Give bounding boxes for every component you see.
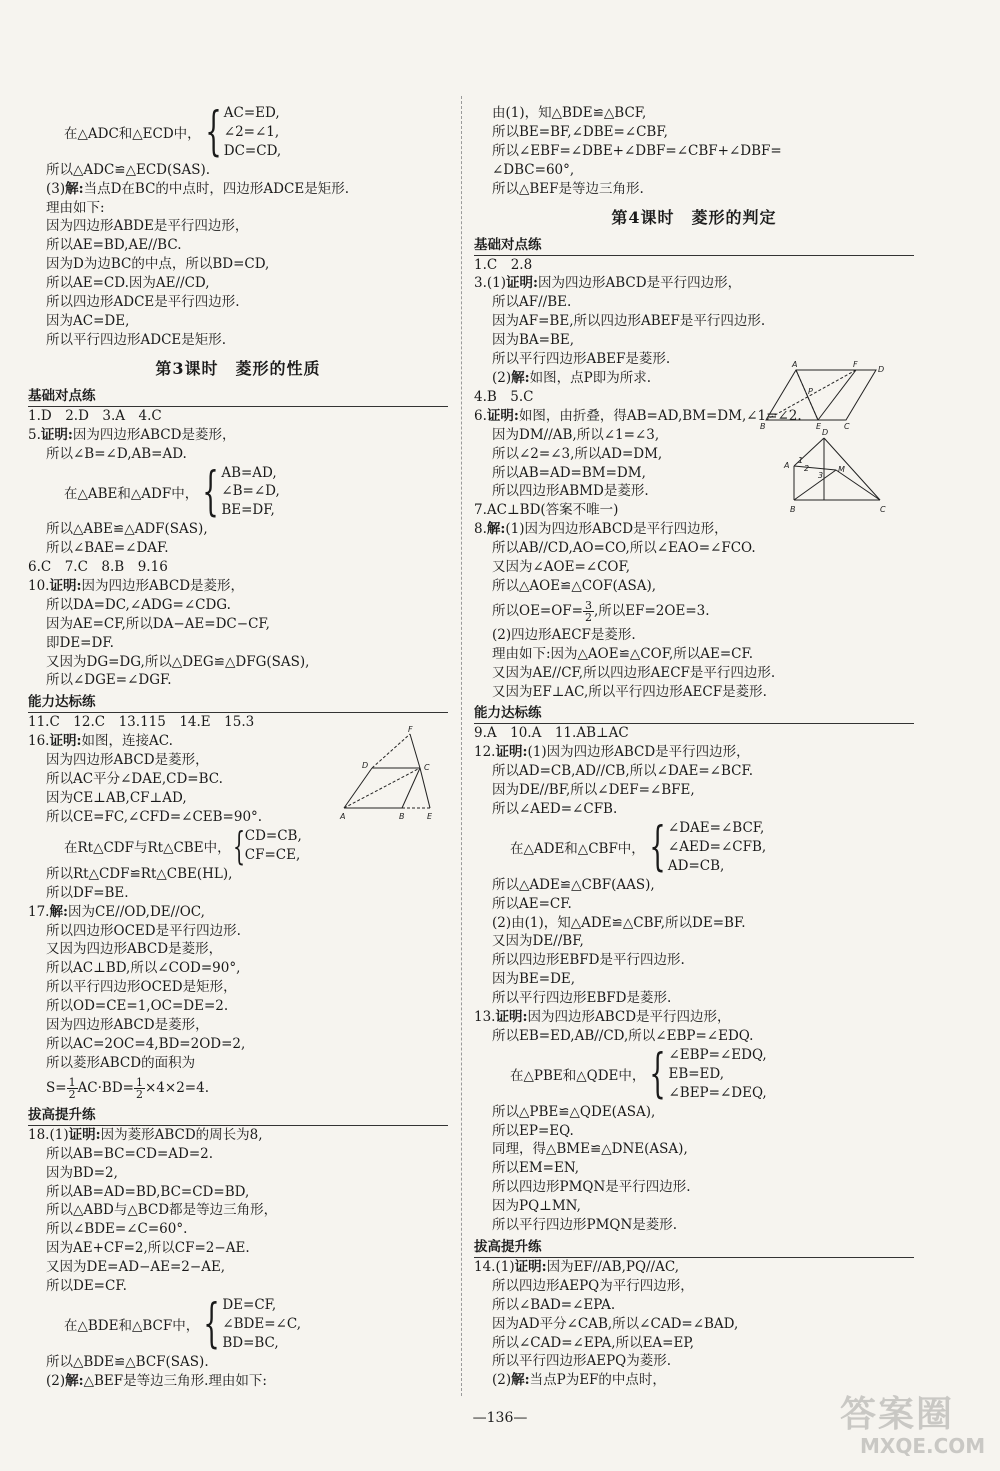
fraction-numerator: 1	[136, 1075, 143, 1089]
fraction-denominator: 2	[68, 1087, 76, 1101]
text-line: 因为BD=2,	[46, 1164, 118, 1181]
text-line: 所以△PBE≌△QDE(ASA),	[492, 1103, 656, 1120]
text-line: 所以AE=CD.因为AE//CD,	[46, 275, 210, 292]
text-line: 因为DM//AB,所以∠1=∠3,	[492, 426, 660, 443]
text-line: 所以∠EBF=∠DBE+∠DBF=∠CBF+∠DBF=	[492, 142, 782, 159]
text-line: 所以四边形PMQN是平行四边形.	[492, 1179, 691, 1196]
formula-part: ,所以EF=2OE=3.	[593, 602, 710, 619]
text-line: 所以AD=CB,AD//CB,所以∠DAE=∠BCF.	[492, 763, 754, 780]
text-line: 所以∠DGE=∠DGF.	[46, 672, 172, 689]
text-line: 14.(1)证明:因为EF//AB,PQ//AC,	[474, 1258, 679, 1275]
text-line: 又因为AE//CF,所以四边形AECF是平行四边形.	[492, 664, 776, 681]
equation-row: ∠EBP=∠EDQ,	[668, 1046, 767, 1063]
section-label: 能力达标练	[474, 704, 914, 724]
equation-row: BE=DF,	[221, 502, 275, 519]
text-line: 所以AB=AD=BM=DM,	[492, 464, 646, 481]
equation-row: CF=CE,	[244, 846, 301, 863]
text-line: 因为DE//BF,所以∠DEF=∠BFE,	[492, 782, 695, 799]
text-line: 4.B 5.C	[474, 388, 534, 405]
text-line: 所以AF//BE.	[492, 294, 572, 311]
text-line: 所以AE=CF.	[492, 895, 572, 912]
text-line: 所以∠AED=∠CFB.	[492, 801, 618, 818]
text-line: 9.A 10.A 11.AB⊥AC	[474, 725, 629, 742]
fraction-denominator: 2	[136, 1087, 143, 1101]
text-line: 因为AF=BE,所以四边形ABEF是平行四边形.	[492, 313, 766, 330]
figure-16	[340, 725, 450, 824]
text-line: 6.C 7.C 8.B 9.16	[28, 559, 168, 576]
text-line: 又因为∠AOE=∠COF,	[492, 559, 631, 576]
text-line: 所以∠2=∠3,所以AD=DM,	[492, 445, 663, 462]
equation-rows	[668, 1046, 766, 1103]
equation-rows	[245, 827, 302, 865]
text-line: 所以CE=FC,∠CFD=∠CEB=90°.	[46, 808, 263, 825]
column-divider	[461, 96, 462, 1396]
fraction-numerator: 1	[68, 1075, 76, 1089]
text-line: 所以DA=DC,∠ADG=∠CDG.	[46, 596, 231, 613]
text-line: 因为PQ⊥MN,	[492, 1198, 581, 1215]
equation-row: ∠BEP=∠DEQ,	[668, 1084, 767, 1101]
text-line: 所以平行四边形EBFD是菱形.	[492, 990, 672, 1007]
equation-row: AB=AD,	[221, 464, 277, 481]
text-line: 7.AC⊥BD(答案不唯一)	[474, 502, 619, 519]
fraction-numerator: 3	[584, 598, 592, 612]
equation-row: DE=CF,	[222, 1296, 277, 1313]
fig6-label: B	[790, 505, 796, 514]
text-line: 所以EP=EQ.	[492, 1122, 574, 1139]
text-line: 又因为DE=AD−AE=2−AE,	[46, 1259, 226, 1276]
text-line: 所以AE=BD,AE//BC.	[46, 237, 182, 254]
text-line: 11.C 12.C 13.115 14.E 15.3	[28, 714, 255, 731]
text-line: 所以∠BDE=∠C=60°.	[46, 1221, 188, 1238]
fig6-label: D	[822, 428, 829, 437]
text-line: 所以EB=ED,AB//CD,所以∠EBP=∠EDQ.	[492, 1027, 754, 1044]
fraction	[583, 600, 594, 623]
fig16-label: B	[399, 812, 405, 821]
text-line: 所以四边形ABMD是菱形.	[492, 483, 649, 500]
text-line: 所以△ABE≌△ADF(SAS),	[46, 521, 208, 538]
right-column	[474, 104, 914, 1390]
fig6-label: C	[880, 505, 886, 514]
text-line: 所以四边形OCED是平行四边形.	[46, 922, 241, 939]
text-line: 1.C 2.8	[474, 256, 533, 273]
text-line: 所以Rt△CDF≌Rt△CBE(HL),	[46, 865, 233, 882]
fig3-label: A	[792, 360, 798, 369]
watermark	[840, 1395, 990, 1467]
text-line: 由(1)，知△BDE≌△BCF,	[492, 105, 647, 121]
equation-lead: 在△ADE和△CBF中，	[510, 841, 645, 858]
page-number: —136—	[472, 1410, 528, 1426]
fig16-label: C	[424, 763, 430, 772]
fraction	[67, 1077, 78, 1100]
equation-row: BD=BC,	[222, 1334, 279, 1351]
text-line: 所以△ADE≌△CBF(AAS),	[492, 876, 655, 893]
equation-system	[474, 1046, 914, 1103]
text-line: 又因为DG=DG,所以△DEG≌△DFG(SAS),	[46, 653, 310, 670]
text-line: 理由如下:因为△AOE≌△COF,所以AE=CF.	[492, 645, 754, 662]
text-line: 所以平行四边形PMQN是菱形.	[492, 1217, 678, 1234]
text-line: 5.证明:因为四边形ABCD是菱形，	[28, 426, 236, 443]
text-line: 所以平行四边形OCED是矩形，	[46, 979, 237, 996]
lesson-heading: 第4课时 菱形的判定	[611, 207, 777, 227]
text-line: (2)解:当点P为EF的中点时，	[492, 1372, 666, 1389]
text-line: 16.证明:如图，连接AC.	[28, 733, 173, 750]
fig6-label: 2	[804, 464, 810, 473]
text-line: 所以AB=BC=CD=AD=2.	[46, 1145, 214, 1162]
equation-rows	[224, 104, 281, 161]
text-line: 所以△ADC≌△ECD(SAS).	[46, 161, 211, 178]
text-line: 又因为DE//BF,	[492, 933, 584, 950]
fig6-label: 3	[818, 471, 824, 480]
equation-row: DC=CD,	[223, 142, 282, 159]
text-line: 所以DF=BE.	[46, 884, 129, 901]
text-line: 又因为四边形ABCD是菱形，	[46, 941, 223, 958]
fig6-label: A	[784, 461, 790, 470]
text-line: 10.证明:因为四边形ABCD是菱形，	[28, 577, 245, 594]
section-label: 拔高提升练	[28, 1106, 448, 1126]
text-line: 所以AC平分∠DAE,CD=BC.	[46, 771, 223, 788]
text-line: 12.证明:(1)因为四边形ABCD是平行四边形，	[474, 744, 750, 761]
text-line: 因为AE+CF=2,所以CF=2−AE.	[46, 1240, 250, 1257]
fig6-label: M	[838, 465, 845, 474]
text-line: (2)四边形AECF是菱形.	[492, 626, 636, 643]
text-line: 所以菱形ABCD的面积为	[46, 1054, 196, 1071]
text-line: 因为BE=DE,	[492, 971, 576, 988]
text-line: 所以EM=EN,	[492, 1160, 580, 1177]
text-line: 因为CE⊥AB,CF⊥AD,	[46, 790, 187, 806]
text-line: 因为AC=DE,	[46, 312, 130, 329]
equation-lead: 在△ABE和△ADF中，	[64, 485, 199, 502]
figure-6	[780, 430, 890, 524]
fig3-label: F	[853, 360, 858, 369]
equation-row: ∠2=∠1,	[223, 123, 280, 140]
text-line: (2)由(1)，知△ADE≌△CBF,所以DE=BF.	[492, 914, 746, 931]
text-line: 又因为EF⊥AC,所以平行四边形AECF是菱形.	[492, 683, 767, 700]
section-label: 基础对点练	[474, 236, 914, 256]
section-label: 拔高提升练	[474, 1238, 914, 1258]
equation-lead: 在△PBE和△QDE中，	[510, 1068, 646, 1085]
watermark-url: MXQE.COM	[860, 1434, 986, 1458]
fig16-label: F	[408, 725, 413, 734]
fig3-label: C	[844, 422, 850, 431]
brace-symbol: {	[203, 1294, 221, 1355]
fig3-label: E	[816, 422, 822, 431]
text-line: 所以四边形ADCE是平行四边形.	[46, 294, 240, 311]
text-line: 所以四边形AEPQ为平行四边形，	[492, 1277, 694, 1294]
brace-symbol: {	[649, 817, 666, 878]
text-line: 所以AC=2OC=4,BD=2OD=2,	[46, 1035, 246, 1052]
equation-system	[28, 461, 448, 522]
text-line: 因为四边形ABCD是菱形，	[46, 752, 209, 769]
text-line: 所以平行四边形ADCE是矩形.	[46, 331, 227, 348]
text-line: 所以平行四边形AEPQ为菱形.	[492, 1353, 672, 1370]
formula-part: 所以OE=OF=	[492, 602, 583, 619]
text-line: 6.证明:如图，由折叠，得AB=AD,BM=DM,∠1=∠2.	[474, 407, 802, 424]
text-line: ∠DBC=60°,	[492, 161, 575, 178]
section-label: 基础对点练	[28, 387, 448, 407]
text-line: 同理，得△BME≌△DNE(ASA),	[492, 1141, 688, 1158]
text-line: 所以四边形EBFD是平行四边形.	[492, 952, 685, 969]
equation-row: AD=CB,	[667, 857, 725, 874]
fig16-label: D	[362, 761, 369, 770]
fig16-label: A	[340, 812, 346, 821]
equation-row: ∠DAE=∠BCF,	[667, 820, 765, 836]
text-line: 所以∠CAD=∠EPA,所以EA=EP,	[492, 1334, 694, 1351]
brace-symbol: {	[202, 461, 220, 522]
text-line: 所以DE=CF.	[46, 1278, 127, 1295]
equation-row: ∠BDE=∠C,	[222, 1315, 302, 1332]
fig3-label: P	[808, 387, 813, 396]
formula-part: AC·BD=	[77, 1079, 134, 1096]
text-line: 3.(1)证明:因为四边形ABCD是平行四边形，	[474, 275, 742, 292]
section-label: 能力达标练	[28, 693, 448, 713]
equation-row: CD=CB,	[244, 827, 302, 844]
text-line: 所以∠BAD=∠EPA.	[492, 1296, 616, 1313]
text-line: 8.解:(1)因为四边形ABCD是平行四边形，	[474, 521, 728, 538]
equation-system	[28, 1296, 448, 1353]
text-line: 所以AB//CD,AO=CO,所以∠EAO=∠FCO.	[492, 540, 756, 557]
brace-symbol: {	[649, 1044, 667, 1105]
text-line: 因为四边形ABDE是平行四边形，	[46, 218, 249, 235]
text-line: 因为AE=CF,所以DA−AE=DC−CF,	[46, 615, 270, 632]
text-line: 17.解:因为CE//OD,DE//OC,	[28, 903, 205, 920]
formula-part: ×4×2=4.	[145, 1079, 209, 1096]
brace-symbol: {	[232, 823, 245, 868]
text-line: 所以△BEF是等边三角形.	[492, 180, 644, 197]
equation-row: AC=ED,	[223, 105, 280, 121]
fraction-denominator: 2	[584, 610, 592, 624]
equation-rows	[221, 464, 280, 521]
figure-3	[758, 362, 888, 436]
text-line: 所以BE=BF,∠DBE=∠CBF,	[492, 123, 668, 140]
equation-lead: 在Rt△CDF与Rt△CBE中，	[64, 839, 231, 856]
equation-rows	[668, 819, 766, 876]
text-line: 即DE=DF.	[46, 634, 114, 651]
area-formula	[28, 1073, 448, 1103]
equation-system	[474, 819, 914, 876]
text-line: 理由如下:	[46, 199, 105, 216]
equation-lead: 在△ADC和△ECD中，	[64, 126, 201, 143]
text-line: 所以∠B=∠D,AB=AD.	[46, 445, 187, 462]
fig6-label: 1	[798, 456, 804, 465]
equation-row: ∠AED=∠CFB,	[667, 838, 767, 855]
equation-row: EB=ED,	[668, 1065, 725, 1082]
text-line: 13.证明:因为四边形ABCD是平行四边形，	[474, 1009, 731, 1026]
equation-system	[28, 823, 448, 868]
text-line: 因为D为边BC的中点，所以BD=CD,	[46, 256, 270, 273]
text-line: (2)解:△BEF是等边三角形.理由如下:	[46, 1372, 267, 1389]
text-line: 所以AC⊥BD,所以∠COD=90°,	[46, 960, 241, 977]
text-line: 所以△ABD与△BCD都是等边三角形，	[46, 1202, 278, 1219]
equation-system	[28, 104, 448, 161]
text-line: 所以AB=AD=BD,BC=CD=BD,	[46, 1183, 250, 1200]
text-line: (2)解:如图，点P即为所求.	[492, 369, 651, 386]
fig3-label: D	[878, 365, 885, 374]
text-line: 所以平行四边形ABEF是菱形.	[492, 351, 671, 368]
lesson-heading: 第3课时 菱形的性质	[155, 358, 321, 378]
watermark-logo-text: 答案圈	[840, 1394, 955, 1435]
text-line: 因为AD平分∠CAB,所以∠CAD=∠BAD,	[492, 1315, 739, 1332]
text-line: 因为BA=BE,	[492, 332, 575, 349]
equation-rows	[222, 1296, 301, 1353]
text-line: 18.(1)证明:因为菱形ABCD的周长为8,	[28, 1126, 263, 1143]
brace-symbol: {	[204, 102, 222, 163]
fraction	[134, 1077, 145, 1100]
text-line: 所以△AOE≌△COF(ASA),	[492, 577, 657, 594]
text-line: 所以∠BAE=∠DAF.	[46, 540, 169, 557]
text-line: (3)解:当点D在BC的中点时，四边形ADCE是矩形.	[46, 180, 349, 197]
text-line: 所以△BDE≌△BCF(SAS).	[46, 1353, 209, 1370]
formula-part: S=	[46, 1079, 67, 1096]
fig16-label: E	[427, 812, 433, 821]
oe-formula	[474, 596, 914, 626]
text-line: 1.D 2.D 3.A 4.C	[28, 407, 162, 424]
fig3-label: B	[760, 422, 766, 431]
text-line: 因为四边形ABCD是菱形，	[46, 1017, 209, 1034]
text-line: 所以OD=CE=1,OC=DE=2.	[46, 998, 229, 1015]
equation-row: ∠B=∠D,	[221, 483, 280, 500]
equation-lead: 在△BDE和△BCF中，	[64, 1318, 200, 1335]
